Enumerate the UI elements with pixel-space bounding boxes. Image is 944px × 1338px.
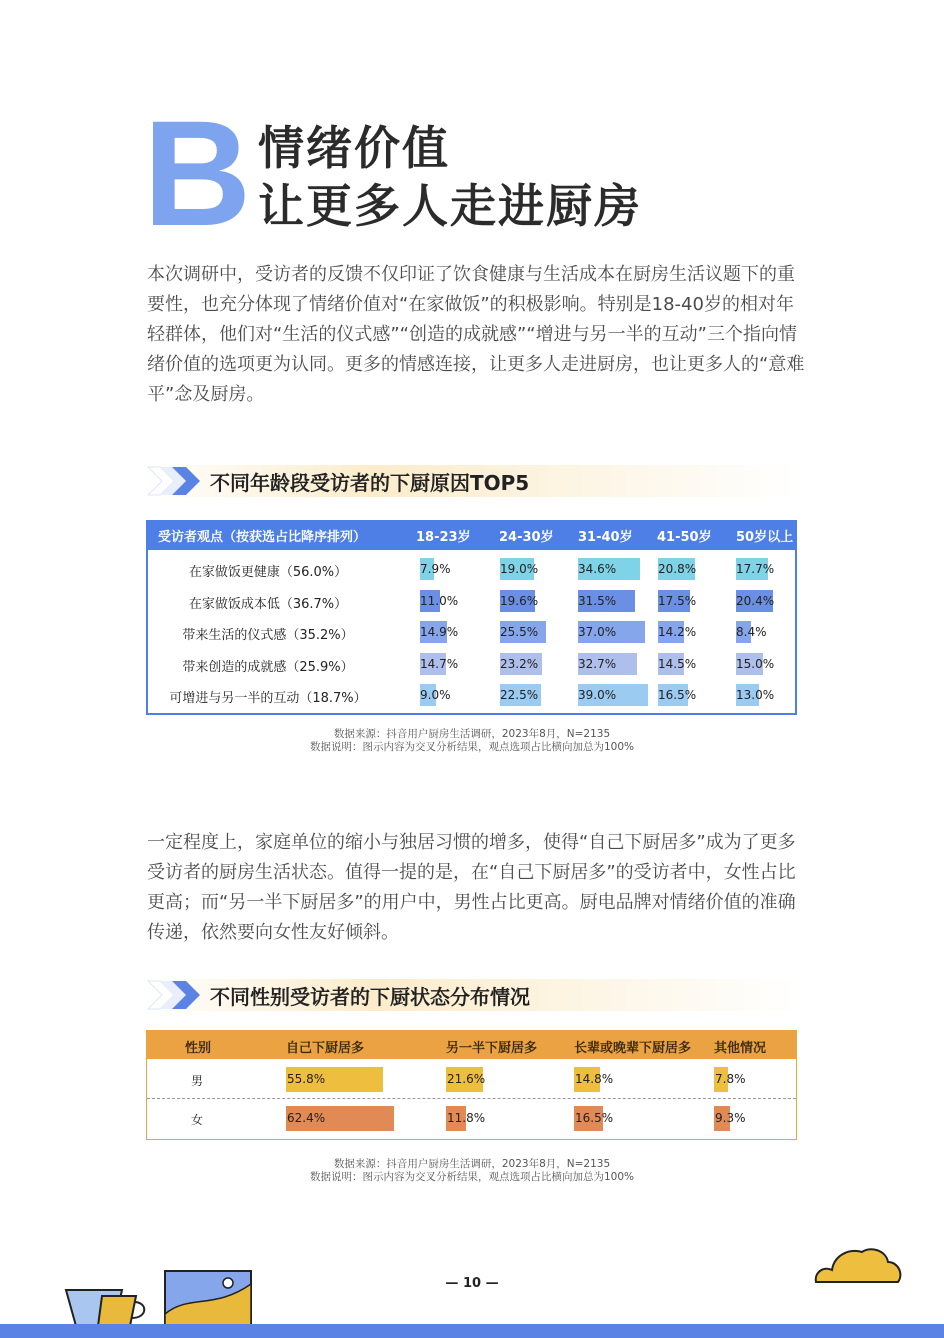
cell-value: 62.4% [287,1111,326,1125]
cell-value: 55.8% [287,1072,326,1086]
cell-value: 16.5% [658,688,697,702]
cell-value: 37.0% [578,625,617,639]
data-explain-note: 数据说明：图示内容为交叉分析结果，观点选项占比横向加总为100% [309,741,635,753]
cell-value: 7.8% [715,1072,746,1086]
cell-value: 17.5% [658,593,697,608]
picture-frame-icon [164,1270,252,1326]
row-label: 带来生活的仪式感（35.2%） [182,628,354,643]
cloud-icon [812,1244,904,1286]
data-source-note: 数据来源：抖音用户厨房生活调研，2023年8月，N=2135 [333,1158,611,1170]
column-header: 另一半下厨居多 [446,1041,538,1056]
cell-value: 14.7% [420,656,459,671]
column-header: 31-40岁 [578,530,633,545]
section-title: 不同性别受访者的下厨状态分布情况 [210,985,530,1009]
row-label: 在家做饭更健康（56.0%） [188,565,348,580]
cell-value: 14.8% [575,1072,614,1086]
cell-value: 25.5% [500,625,539,639]
cell-value: 22.5% [500,688,539,702]
column-header: 24-30岁 [499,530,554,545]
cell-value: 11.8% [447,1111,486,1125]
section-header-gender [146,979,798,1011]
cell-value: 9.0% [420,688,451,702]
column-header: 50岁以上 [736,530,794,545]
bottom-band [0,1324,944,1338]
gender-label: 男 [191,1074,204,1088]
gender-paragraph: 一定程度上，家庭单位的缩小与独居习惯的增多，使得“自己下厨居多”成为了更多受访者的厨房生活状态。值得一提的是，在“自己下厨居多”的受访者中，女性占比更高；而“另一半下厨居多”的用户中，男性占比更高。厨电品牌对情绪价值的准确传递，依然要向女性友好倾斜。 [147,832,796,943]
cell-value: 21.6% [447,1072,486,1086]
cell-value: 7.9% [420,562,451,576]
cell-value: 16.5% [575,1111,614,1125]
page-number: — 10 — [445,1276,499,1291]
table-header-row [148,522,795,550]
cell-value: 23.2% [500,656,539,671]
row-label: 在家做饭成本低（36.7%） [188,596,348,612]
cell-value: 20.8% [658,562,697,576]
table-header-row [147,1031,796,1059]
column-header: 其他情况 [714,1041,767,1056]
row-label: 可增进与另一半的互动（18.7%） [169,691,367,706]
column-header: 受访者观点（按获选占比降序排列） [158,530,367,545]
chevron-arrows-icon [146,979,206,1011]
cell-value: 11.0% [420,593,459,608]
section-title: 不同年龄段受访者的下厨原因TOP5 [210,471,530,495]
data-explain-note: 数据说明：图示内容为交叉分析结果，观点选项占比横向加总为100% [309,1171,635,1183]
column-header: 长辈或晚辈下厨居多 [574,1041,692,1056]
cell-value: 19.6% [500,593,539,608]
column-header: 41-50岁 [657,530,712,545]
cell-value: 8.4% [736,625,767,639]
row-label: 带来创造的成就感（25.9%） [182,659,354,675]
cell-value: 20.4% [736,593,775,608]
gender-label: 女 [191,1113,204,1127]
cell-value: 31.5% [578,593,617,608]
section-letter: B [143,89,252,257]
cell-value: 14.5% [658,656,697,671]
cell-value: 34.6% [578,562,617,576]
cell-value: 39.0% [578,688,617,702]
chevron-arrows-icon [146,465,206,497]
age-reason-table [146,520,797,715]
cup-icon [62,1284,152,1328]
intro-paragraph: 本次调研中，受访者的反馈不仅印证了饮食健康与生活成本在厨房生活议题下的重要性，也充分体现了情绪价值对“在家做饭”的积极影响。特别是18-40岁的相对年轻群体，他们对“生活的仪式感”“创造的成就感”“增进与另一半的互动”三个指向情绪价值的选项更为认同。更多的情感连接，让更多人走进厨房，也让更多人的“意难平”念及厨房。 [147,264,805,405]
row-divider [147,1098,796,1099]
cell-value: 15.0% [736,656,775,671]
column-header: 性别 [185,1041,212,1056]
data-source-note: 数据来源：抖音用户厨房生活调研，2023年8月，N=2135 [333,728,611,740]
column-header: 18-23岁 [416,530,471,545]
cell-value: 9.3% [715,1111,746,1125]
cell-value: 19.0% [500,562,539,576]
page-title-line2: 让更多人走进厨房 [258,179,642,233]
gender-status-table [146,1030,797,1140]
column-header: 自己下厨居多 [286,1041,365,1056]
cell-value: 14.9% [420,625,459,639]
cell-value: 13.0% [736,688,775,702]
section-header-age [146,465,798,497]
page-title-line1: 情绪价值 [258,121,450,175]
cell-value: 17.7% [736,562,775,576]
cell-value: 14.2% [658,625,697,639]
cell-value: 32.7% [578,656,617,671]
